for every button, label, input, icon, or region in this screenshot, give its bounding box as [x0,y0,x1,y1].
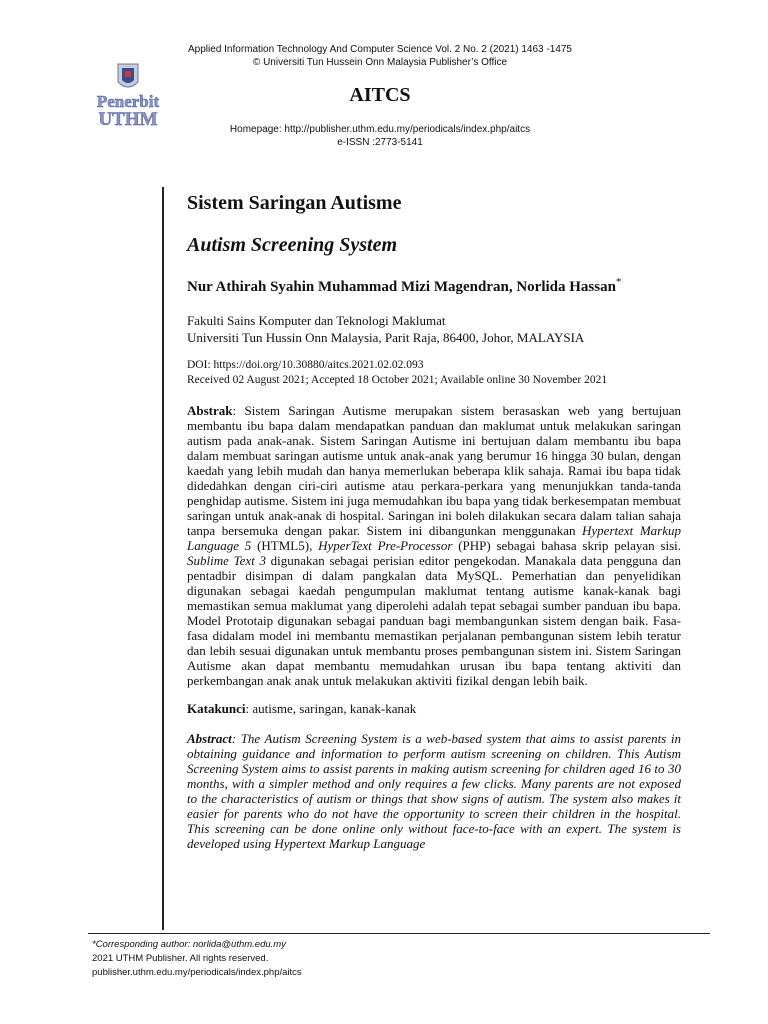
corresponding-mark: * [615,276,622,288]
vertical-rule [162,187,164,930]
footer-url[interactable]: publisher.uthm.edu.my/periodicals/index.php/aitcs [92,967,302,978]
corresponding-author: *Corresponding author: norlida@uthm.edu.my [92,939,286,950]
abstrak-label: Abstrak [187,403,233,418]
abstrak-text-4: digunakan sebagai perisian editor pengekodan. Manakala data pengguna dan pentadbir disimpan di dalam pangkalan data MySQL. Pemerhatian dan penyelidikan digunakan sebagai kaedah pengumpulan maklumat tentang autisme kanak-kanak bagi memastikan semua maklumat yang diperolehi adalah tepat sebagai sumber panduan ibu bapa. Model Prototaip digunakan sebagai panduan bagi membangunkan sistem dengan baik. Fasa-fasa didalam model ini membantu memastikan perjalanan pembangunan sistem lebih teratur dan lebih sesuai digunakan untuk membantu proses pembangunan sistem ini. Sistem Saringan Autisme akan dapat membantu memudahkan urusan ibu bapa tentang aktiviti dan perkembangan anak anak untuk melakukan aktiviti fizikal dengan lebih baik. [187,553,681,688]
copyright-notice: 2021 UTHM Publisher. All rights reserved. [92,953,269,964]
abstrak-italic-html5: Hypertext Markup Language 5 [187,523,681,553]
author-names: Nur Athirah Syahin Muhammad Mizi Magendran, Norlida Hassan [187,279,616,295]
affiliation-university: Universiti Tun Hussin Onn Malaysia, Parit Raja, 86400, Johor, MALAYSIA [187,330,585,345]
publisher-logo [86,62,170,128]
author-list [187,272,681,298]
abstract-label: Abstract [187,731,232,746]
journal-homepage: Homepage: http://publisher.uthm.edu.my/periodicals/index.php/aitcs [229,124,531,135]
article-body [187,190,681,851]
publisher-copyright-line: © Universiti Tun Hussein Onn Malaysia Publisher’s Office [252,57,508,68]
abstrak-paragraph [187,403,681,688]
abstract-paragraph [187,731,681,851]
logo-text-penerbit: Penerbit [96,92,160,111]
abstrak-text-2: (HTML5), [251,538,319,553]
article-title-malay: Sistem Saringan Autisme [187,192,402,214]
article-meta [187,358,681,388]
journal-citation-line: Applied Information Technology And Computer Science Vol. 2 No. 2 (2021) 1463 -1475 [188,44,572,55]
journal-short-title: AITCS [349,84,411,106]
page-footer [92,938,302,980]
abstrak-text-1: : Sistem Saringan Autisme merupakan sistem berasaskan web yang bertujuan membantu ibu bapa dalam mendapatkan panduan dan maklumat untuk melakukan saringan autism pada anak-anak. Sistem Saringan Autisme ini bertujuan dalam membantu ibu bapa dalam membuat saringan autisme untuk anak-anak yang berumur 16 hingga 30 bulan, dengan kaedah yang lebih mudah dan hanya memerlukan beberapa klik sahaja. Ramai ibu bapa tidak didedahkan dengan ciri-ciri autisme atau perkara-perkara yang menunjukkan tanda-tanda penghidap autisme. Sistem ini juga memudahkan ibu bapa yang tidak berkesempatan membuat saringan untuk anak-anak di hospital. Saringan ini boleh dilakukan secara dalam talian sahaja tanpa bersemuka dengan pakar. Sistem ini dibangunkan menggunakan [187,403,681,538]
abstrak-text-3: (PHP) sebagai bahasa skrip pelayan sisi. [452,538,681,553]
penerbit-uthm-logo-icon [86,62,170,128]
affiliation [187,312,681,346]
abstrak-italic-sublime: Sublime Text 3 [187,553,266,568]
katakunci-label: Katakunci [187,701,246,716]
affiliation-faculty: Fakulti Sains Komputer dan Teknologi Maklumat [187,313,446,328]
abstrak-italic-php: HyperText Pre-Processor [318,538,453,553]
article-title-english: Autism Screening System [187,234,398,256]
logo-text-uthm: UTHM [98,109,158,128]
katakunci-text: : autisme, saringan, kanak-kanak [245,701,417,716]
footer-rule [88,933,710,934]
article-dates: Received 02 August 2021; Accepted 18 October 2021; Available online 30 November 2021 [187,374,608,386]
katakunci-line [187,701,681,716]
abstract-text: : The Autism Screening System is a web-based system that aims to assist parents in obtaining guidance and information to perform autism screening on children. This Autism Screening System aims to assist parents in making autism screening for children aged 16 to 30 months, with a simpler method and only requires a few clicks. Many parents are not exposed to the characteristics of autism or things that show signs of autism. The system also makes it easier for parents who do not have the opportunity to screen their children in the hospital. This screening can be done online only without face-to-face with an expert. The system is developed using Hypertext Markup Language [187,731,681,851]
doi-link[interactable]: DOI: https://doi.org/10.30880/aitcs.2021.02.02.093 [187,359,424,371]
journal-eissn: e-ISSN :2773-5141 [337,137,423,148]
